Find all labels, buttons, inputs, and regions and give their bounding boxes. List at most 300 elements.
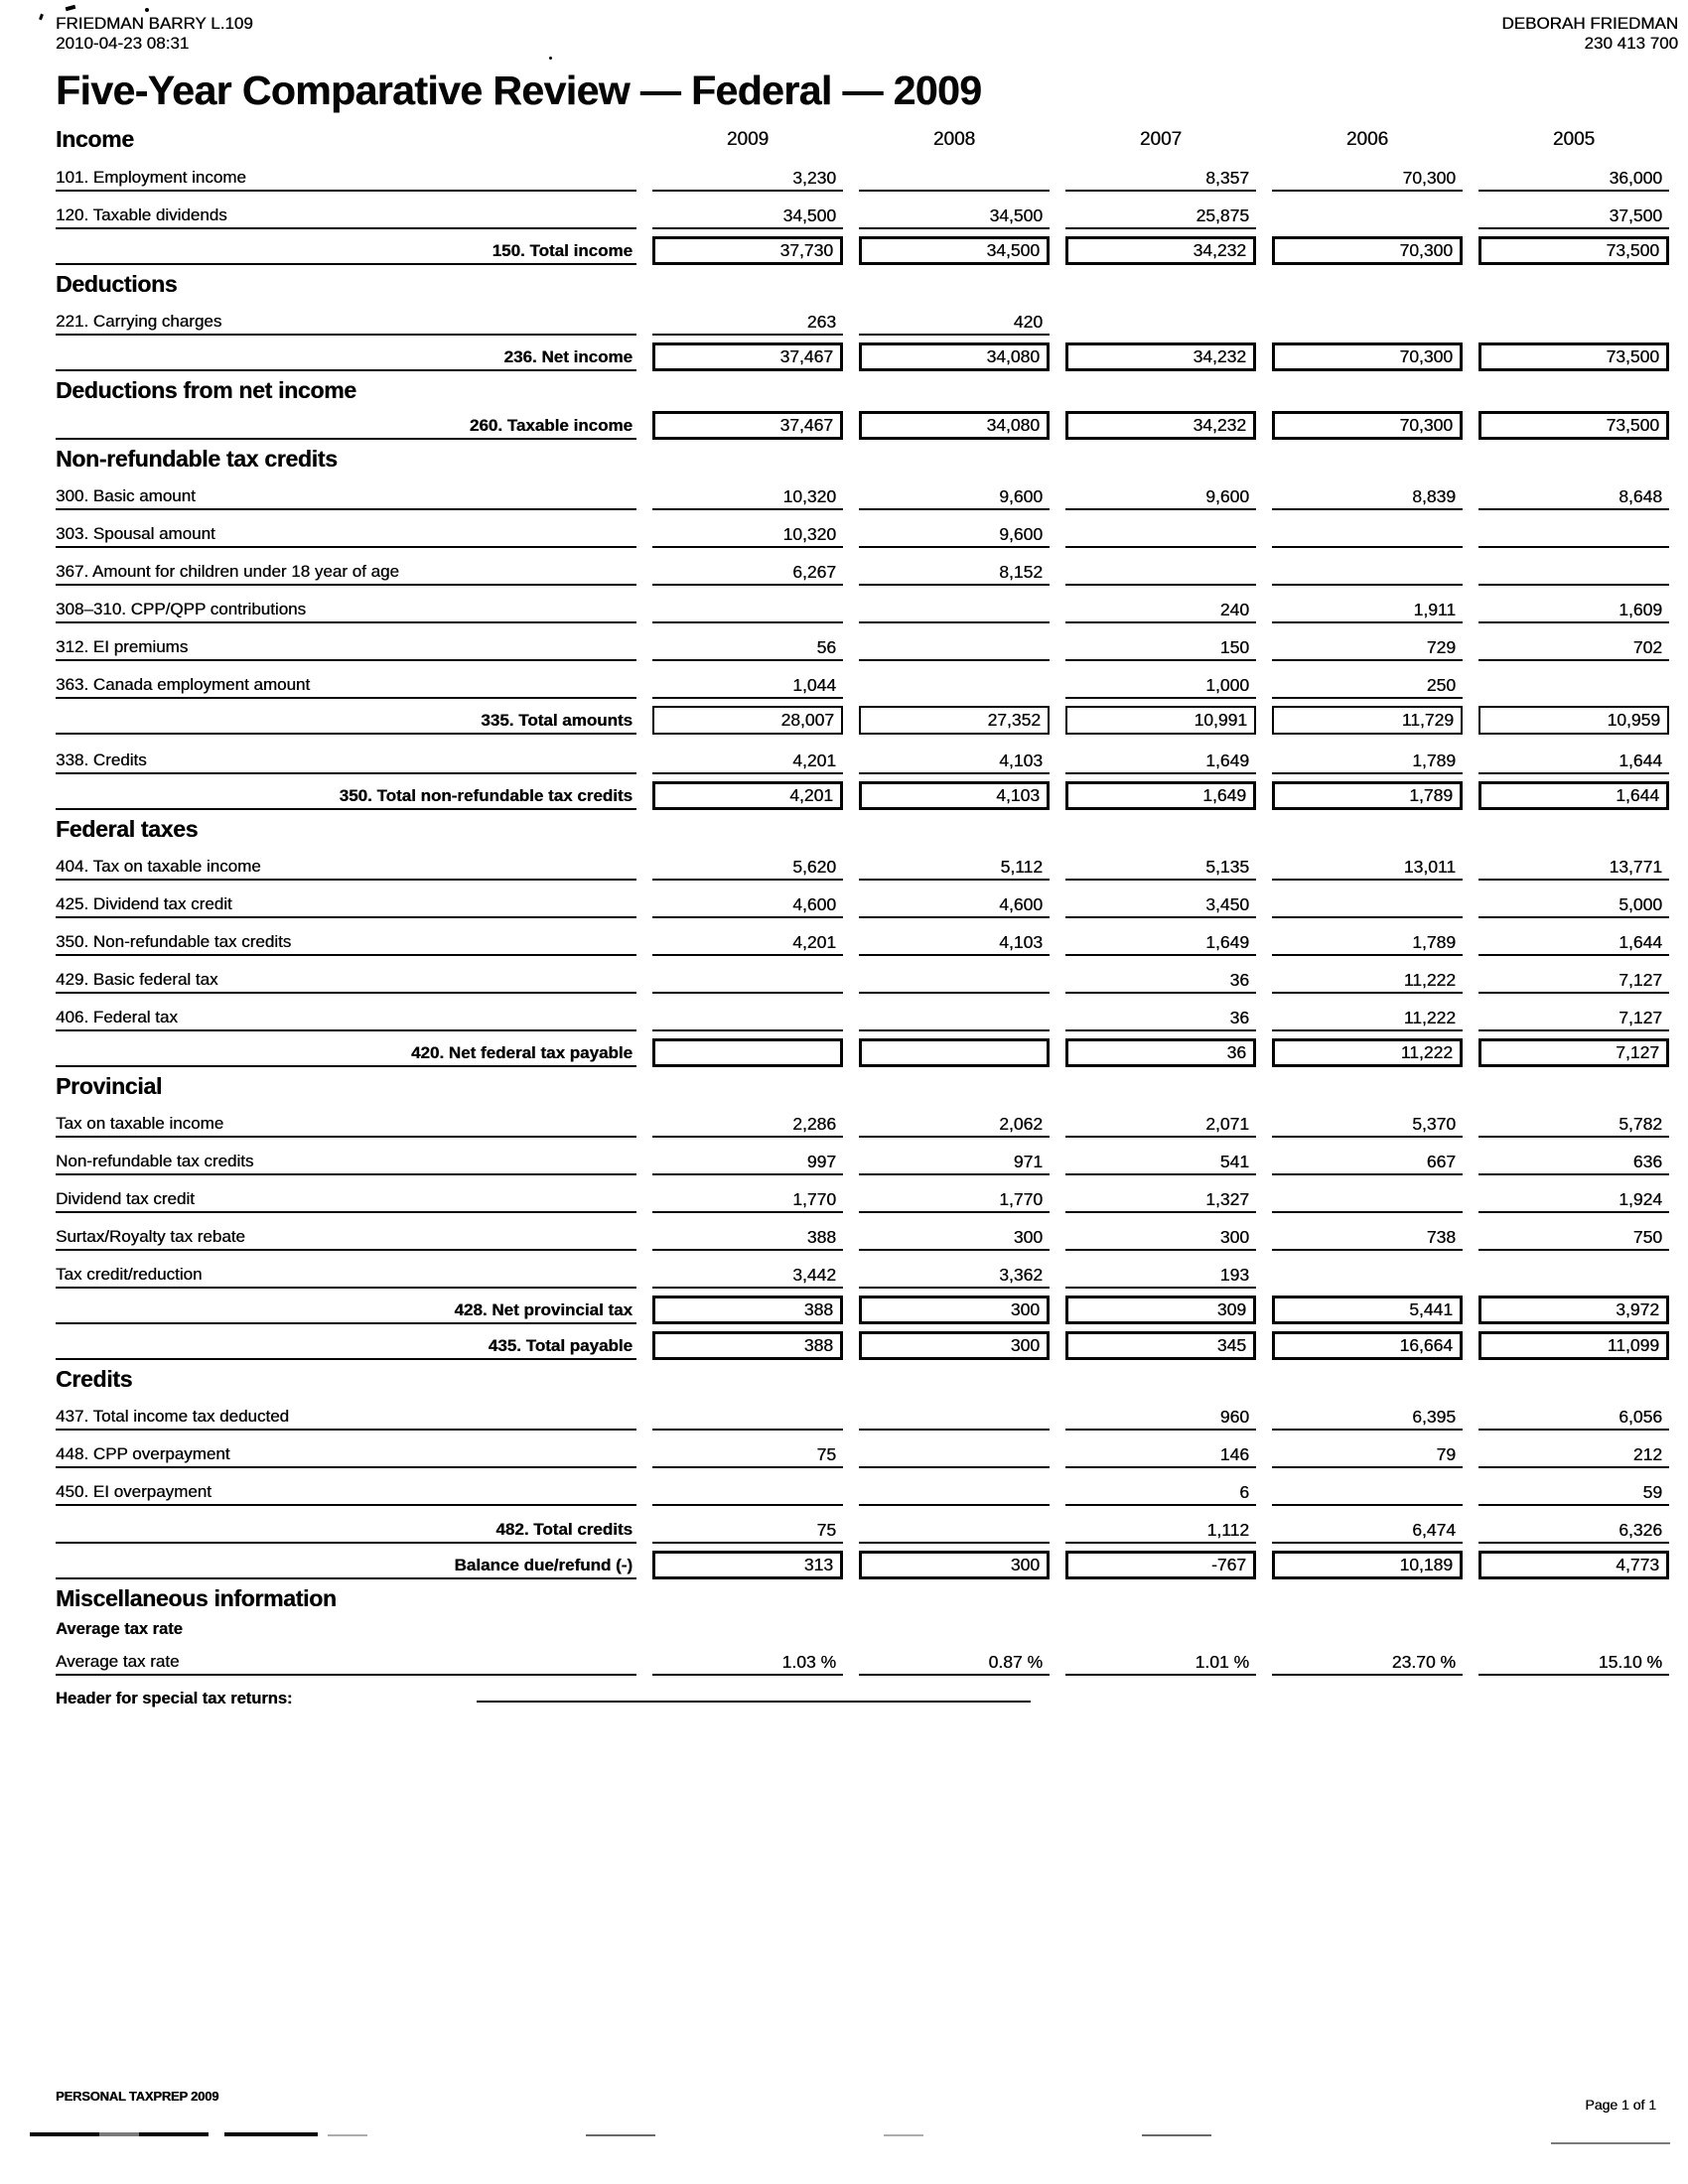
section-heading: Deductions from net income (56, 376, 356, 403)
value-2008: 9,600 (859, 524, 1050, 548)
row-label: 308–310. CPP/QPP contributions (56, 601, 636, 623)
value-box-cell (652, 1038, 843, 1067)
table-row (56, 231, 1669, 265)
value-2009: 997 (652, 1152, 843, 1175)
value-2008: 3,362 (859, 1265, 1050, 1289)
value-box-cell (1478, 236, 1669, 265)
value-box-cell (1478, 411, 1669, 440)
value-2009: 4,600 (652, 894, 843, 918)
section-heading-row (56, 1582, 1669, 1612)
row-label: 404. Tax on taxable income (56, 858, 636, 881)
value-2008 (859, 1463, 1050, 1468)
value-2007: 5,135 (1065, 857, 1256, 881)
value-2009 (652, 618, 843, 623)
value-box-cell (1478, 781, 1669, 810)
value-box-cell (652, 411, 843, 440)
table-row (56, 1326, 1669, 1360)
table-row (56, 1431, 1669, 1468)
boxed-value-2009: 313 (652, 1551, 843, 1579)
year-label: 2006 (1345, 129, 1389, 151)
row-label: 437. Total income tax deducted (56, 1408, 636, 1431)
value-2006: 6,474 (1272, 1520, 1463, 1544)
value-box-cell (1065, 1331, 1256, 1360)
scan-speck (145, 8, 149, 12)
boxed-value-2009: 28,007 (652, 706, 843, 735)
value-2007: 2,071 (1065, 1114, 1256, 1138)
footer-page-number: Page 1 of 1 (1585, 2097, 1656, 2113)
boxed-value-2006: 70,300 (1272, 236, 1463, 265)
value-2005: 7,127 (1478, 970, 1669, 994)
row-label: Non-refundable tax credits (56, 1153, 636, 1175)
boxed-value-2009: 4,201 (652, 781, 843, 810)
boxed-value-2005: 73,500 (1478, 411, 1669, 440)
value-2005 (1478, 333, 1669, 336)
row-label: Average tax rate (56, 1653, 636, 1676)
value-box-cell (652, 342, 843, 371)
row-label: Dividend tax credit (56, 1190, 636, 1213)
table-row (56, 1033, 1669, 1067)
value-2006: 11,222 (1272, 970, 1463, 994)
value-2008: 420 (859, 312, 1050, 336)
value-box-cell (859, 236, 1050, 265)
value-2007 (1065, 581, 1256, 586)
value-2007: 9,600 (1065, 486, 1256, 510)
value-2006: 23.70 % (1272, 1652, 1463, 1676)
boxed-value-2008: 300 (859, 1296, 1050, 1324)
row-label: Tax on taxable income (56, 1115, 636, 1138)
row-label: 428. Net provincial tax (56, 1301, 636, 1324)
value-2007: 6 (1065, 1482, 1256, 1506)
value-2008: 4,103 (859, 751, 1050, 774)
scan-artifact (1551, 2142, 1670, 2144)
table-row (56, 623, 1669, 661)
boxed-value-2009: 37,467 (652, 342, 843, 371)
value-box-cell (1272, 1551, 1463, 1579)
value-2009: 56 (652, 637, 843, 661)
value-box-cell (1065, 1551, 1256, 1579)
value-box-cell (859, 781, 1050, 810)
boxed-value-2009: 37,467 (652, 411, 843, 440)
table-row (56, 1506, 1669, 1544)
value-2009: 10,320 (652, 524, 843, 548)
value-box-cell (1065, 342, 1256, 371)
boxed-value-2006: 10,189 (1272, 1551, 1463, 1579)
scan-artifact (30, 2132, 318, 2136)
boxed-value-2007: 36 (1065, 1038, 1256, 1067)
value-2007: 3,450 (1065, 894, 1256, 918)
boxed-value-2008: 34,080 (859, 342, 1050, 371)
boxed-value-2005: 73,500 (1478, 236, 1669, 265)
value-2005 (1478, 581, 1669, 586)
boxed-value-2007: 309 (1065, 1296, 1256, 1324)
table-row (56, 1213, 1669, 1251)
special-row (56, 1676, 1669, 1709)
value-box-cell (859, 411, 1050, 440)
value-2009 (652, 1426, 843, 1431)
value-2006: 738 (1272, 1227, 1463, 1251)
value-2006: 79 (1272, 1444, 1463, 1468)
table-row (56, 661, 1669, 699)
row-label: 120. Taxable dividends (56, 206, 636, 229)
row-label: 260. Taxable income (56, 417, 636, 440)
value-2005 (1478, 696, 1669, 699)
table-row (56, 548, 1669, 586)
row-label: 300. Basic amount (56, 487, 636, 510)
section-heading: Income (56, 126, 134, 153)
value-2008 (859, 696, 1050, 699)
boxed-value-2008: 34,500 (859, 236, 1050, 265)
value-box-cell (652, 781, 843, 810)
client-id: 230 413 700 (1584, 34, 1678, 53)
row-label: 335. Total amounts (56, 712, 636, 735)
value-box-cell (652, 1296, 843, 1324)
subheading-label: Average tax rate (56, 1619, 183, 1638)
value-2006 (1272, 581, 1463, 586)
value-box-cell (652, 706, 843, 735)
value-2005: 6,326 (1478, 1520, 1669, 1544)
value-2007: 541 (1065, 1152, 1256, 1175)
table-row (56, 1291, 1669, 1324)
boxed-value-2007: 345 (1065, 1331, 1256, 1360)
table-row (56, 154, 1669, 192)
value-box-cell (652, 1331, 843, 1360)
value-2008: 300 (859, 1227, 1050, 1251)
boxed-value-2006: 1,789 (1272, 781, 1463, 810)
value-2009: 263 (652, 312, 843, 336)
table-row (56, 843, 1669, 881)
value-box-cell (1065, 1296, 1256, 1324)
row-label: 450. EI overpayment (56, 1483, 636, 1506)
value-2005: 36,000 (1478, 168, 1669, 192)
comparative-table (56, 118, 1669, 1709)
boxed-value-2008: 300 (859, 1551, 1050, 1579)
value-2008: 971 (859, 1152, 1050, 1175)
boxed-value-2009: 37,730 (652, 236, 843, 265)
value-box-cell (1478, 1038, 1669, 1067)
section-heading: Non-refundable tax credits (56, 445, 338, 472)
table-row (56, 1638, 1669, 1676)
value-box-cell (1272, 1296, 1463, 1324)
row-label: 435. Total payable (56, 1337, 636, 1360)
row-label: 338. Credits (56, 751, 636, 774)
value-2007 (1065, 333, 1256, 336)
table-row (56, 586, 1669, 623)
boxed-value-2009 (652, 1038, 843, 1067)
value-box-cell (652, 236, 843, 265)
value-2008 (859, 1539, 1050, 1544)
value-2008: 34,500 (859, 205, 1050, 229)
boxed-value-2006: 11,729 (1272, 706, 1463, 735)
value-2008 (859, 1426, 1050, 1431)
client-block (1501, 14, 1678, 54)
value-2007: 8,357 (1065, 168, 1256, 192)
value-2006 (1272, 1286, 1463, 1289)
section-heading-row (56, 1363, 1669, 1393)
section-heading-row (56, 1070, 1669, 1100)
value-2005: 37,500 (1478, 205, 1669, 229)
value-2007: 1,649 (1065, 751, 1256, 774)
row-label: 363. Canada employment amount (56, 676, 636, 699)
value-2005: 1,609 (1478, 600, 1669, 623)
section-heading-row (56, 443, 1669, 473)
value-box-cell (1478, 1296, 1669, 1324)
value-2008: 8,152 (859, 562, 1050, 586)
boxed-value-2008: 27,352 (859, 706, 1050, 735)
value-2006 (1272, 1208, 1463, 1213)
value-2006: 1,789 (1272, 932, 1463, 956)
value-box-cell (1272, 411, 1463, 440)
value-box-cell (1065, 236, 1256, 265)
value-2008 (859, 618, 1050, 623)
row-label: 101. Employment income (56, 169, 636, 192)
table-row (56, 881, 1669, 918)
value-2006: 667 (1272, 1152, 1463, 1175)
value-2009: 2,286 (652, 1114, 843, 1138)
value-2008: 5,112 (859, 857, 1050, 881)
value-2005 (1478, 543, 1669, 548)
value-2008: 4,103 (859, 932, 1050, 956)
value-2007: 300 (1065, 1227, 1256, 1251)
value-2005: 1,644 (1478, 751, 1669, 774)
value-2008 (859, 989, 1050, 994)
value-box-cell (859, 342, 1050, 371)
value-2008: 1,770 (859, 1189, 1050, 1213)
value-2006: 11,222 (1272, 1008, 1463, 1031)
value-2006 (1272, 543, 1463, 548)
value-2009: 4,201 (652, 751, 843, 774)
value-2009: 34,500 (652, 205, 843, 229)
table-row (56, 956, 1669, 994)
value-2007: 1,327 (1065, 1189, 1256, 1213)
fill-in-line (477, 1701, 1031, 1703)
year-label: 2005 (1552, 129, 1596, 151)
boxed-value-2007: 10,991 (1065, 706, 1256, 735)
table-row (56, 1468, 1669, 1506)
value-2006: 250 (1272, 675, 1463, 699)
value-2007: 240 (1065, 600, 1256, 623)
value-box-cell (1272, 1038, 1463, 1067)
value-2005: 7,127 (1478, 1008, 1669, 1031)
value-2007: 1,112 (1065, 1520, 1256, 1544)
value-2005: 8,648 (1478, 486, 1669, 510)
value-2005: 15.10 % (1478, 1652, 1669, 1676)
boxed-value-2007: 34,232 (1065, 342, 1256, 371)
value-2009: 5,620 (652, 857, 843, 881)
value-2007 (1065, 543, 1256, 548)
boxed-value-2009: 388 (652, 1296, 843, 1324)
boxed-value-2007: -767 (1065, 1551, 1256, 1579)
table-row (56, 510, 1669, 548)
table-row (56, 737, 1669, 774)
special-label: Header for special tax returns: (56, 1689, 293, 1707)
section-heading: Miscellaneous information (56, 1584, 337, 1611)
footer-app-name: PERSONAL TAXPREP 2009 (56, 2089, 219, 2104)
value-2008: 2,062 (859, 1114, 1050, 1138)
value-2008 (859, 187, 1050, 192)
table-row (56, 1393, 1669, 1431)
value-2009: 1.03 % (652, 1652, 843, 1676)
boxed-value-2005: 11,099 (1478, 1331, 1669, 1360)
boxed-value-2006: 70,300 (1272, 411, 1463, 440)
value-2008: 9,600 (859, 486, 1050, 510)
row-label: Surtax/Royalty tax rebate (56, 1228, 636, 1251)
value-2007: 36 (1065, 1008, 1256, 1031)
row-label: 420. Net federal tax payable (56, 1044, 636, 1067)
value-2009: 3,442 (652, 1265, 843, 1289)
row-label: 429. Basic federal tax (56, 971, 636, 994)
section-heading: Provincial (56, 1072, 162, 1099)
boxed-value-2006: 11,222 (1272, 1038, 1463, 1067)
value-box-cell (1478, 706, 1669, 735)
value-2007: 960 (1065, 1407, 1256, 1431)
value-box-cell (859, 1551, 1050, 1579)
value-box-cell (1065, 1038, 1256, 1067)
value-2007: 25,875 (1065, 205, 1256, 229)
value-2006 (1272, 333, 1463, 336)
value-2005: 13,771 (1478, 857, 1669, 881)
value-box-cell (859, 1331, 1050, 1360)
value-2005: 59 (1478, 1482, 1669, 1506)
value-box-cell (652, 1551, 843, 1579)
section-heading: Credits (56, 1365, 133, 1392)
value-box-cell (1478, 1551, 1669, 1579)
boxed-value-2005: 73,500 (1478, 342, 1669, 371)
boxed-value-2007: 34,232 (1065, 236, 1256, 265)
boxed-value-2007: 1,649 (1065, 781, 1256, 810)
table-row (56, 1175, 1669, 1213)
boxed-value-2009: 388 (652, 1331, 843, 1360)
value-2006 (1272, 913, 1463, 918)
value-2008 (859, 656, 1050, 661)
boxed-value-2005: 3,972 (1478, 1296, 1669, 1324)
value-2005: 6,056 (1478, 1407, 1669, 1431)
value-2009: 4,201 (652, 932, 843, 956)
value-2006 (1272, 1501, 1463, 1506)
value-box-cell (1272, 706, 1463, 735)
value-2005: 5,000 (1478, 894, 1669, 918)
row-label: 221. Carrying charges (56, 313, 636, 336)
boxed-value-2008 (859, 1038, 1050, 1067)
table-row (56, 776, 1669, 810)
value-2009: 1,044 (652, 675, 843, 699)
row-label: 303. Spousal amount (56, 525, 636, 548)
value-2006: 5,370 (1272, 1114, 1463, 1138)
subheading-row (56, 1612, 1669, 1638)
value-box-cell (1272, 781, 1463, 810)
year-label: 2009 (726, 129, 770, 151)
year-header-row (56, 118, 1669, 154)
table-row (56, 918, 1669, 956)
row-label: 312. EI premiums (56, 638, 636, 661)
value-2005: 1,644 (1478, 932, 1669, 956)
section-heading: Federal taxes (56, 815, 199, 842)
value-2006: 8,839 (1272, 486, 1463, 510)
table-row (56, 192, 1669, 229)
value-box-cell (1065, 706, 1256, 735)
value-2008: 0.87 % (859, 1652, 1050, 1676)
page-header (0, 0, 1688, 54)
row-label: 350. Non-refundable tax credits (56, 933, 636, 956)
boxed-value-2008: 4,103 (859, 781, 1050, 810)
print-datetime: 2010-04-23 08:31 (56, 34, 190, 53)
value-2007: 193 (1065, 1265, 1256, 1289)
scan-speck (549, 57, 552, 60)
value-2006: 1,789 (1272, 751, 1463, 774)
section-heading: Deductions (56, 270, 178, 297)
value-2005: 1,924 (1478, 1189, 1669, 1213)
table-row (56, 298, 1669, 336)
section-heading-row (56, 374, 1669, 404)
boxed-value-2006: 70,300 (1272, 342, 1463, 371)
boxed-value-2005: 1,644 (1478, 781, 1669, 810)
table-row (56, 701, 1669, 735)
value-2007: 1,000 (1065, 675, 1256, 699)
value-2007: 36 (1065, 970, 1256, 994)
value-box-cell (859, 1296, 1050, 1324)
value-box-cell (1065, 411, 1256, 440)
value-2005: 636 (1478, 1152, 1669, 1175)
value-2009: 1,770 (652, 1189, 843, 1213)
boxed-value-2008: 34,080 (859, 411, 1050, 440)
value-2009 (652, 1501, 843, 1506)
value-2007: 146 (1065, 1444, 1256, 1468)
row-label: Balance due/refund (-) (56, 1557, 636, 1579)
row-label: 367. Amount for children under 18 year of age (56, 563, 636, 586)
boxed-value-2006: 16,664 (1272, 1331, 1463, 1360)
value-2006: 13,011 (1272, 857, 1463, 881)
value-2009 (652, 989, 843, 994)
section-heading-row (56, 813, 1669, 843)
boxed-value-2008: 300 (859, 1331, 1050, 1360)
preparer-block (56, 14, 253, 54)
value-box-cell (1478, 342, 1669, 371)
value-2007: 150 (1065, 637, 1256, 661)
value-2009: 75 (652, 1520, 843, 1544)
value-2007: 1,649 (1065, 932, 1256, 956)
value-2008 (859, 1026, 1050, 1031)
table-row (56, 1546, 1669, 1579)
table-row (56, 994, 1669, 1031)
value-2005: 212 (1478, 1444, 1669, 1468)
value-2005: 702 (1478, 637, 1669, 661)
value-2006: 70,300 (1272, 168, 1463, 192)
value-2005: 5,782 (1478, 1114, 1669, 1138)
value-2007: 1.01 % (1065, 1652, 1256, 1676)
value-2009: 388 (652, 1227, 843, 1251)
section-heading-row (56, 268, 1669, 298)
client-name: DEBORAH FRIEDMAN (1501, 14, 1678, 33)
value-box-cell (859, 706, 1050, 735)
value-2005: 750 (1478, 1227, 1669, 1251)
table-row (56, 338, 1669, 371)
scan-artifact (328, 2134, 1420, 2136)
value-2009 (652, 1026, 843, 1031)
year-label: 2008 (932, 129, 976, 151)
value-2006: 1,911 (1272, 600, 1463, 623)
boxed-value-2005: 4,773 (1478, 1551, 1669, 1579)
row-label: Tax credit/reduction (56, 1266, 636, 1289)
row-label: 482. Total credits (56, 1521, 636, 1544)
value-2009: 10,320 (652, 486, 843, 510)
boxed-value-2007: 34,232 (1065, 411, 1256, 440)
row-label: 406. Federal tax (56, 1009, 636, 1031)
table-row (56, 1138, 1669, 1175)
boxed-value-2005: 10,959 (1478, 706, 1669, 735)
page-title: Five-Year Comparative Review — Federal — 2009 (56, 68, 982, 113)
row-label: 150. Total income (56, 242, 636, 265)
value-2009: 3,230 (652, 168, 843, 192)
table-row (56, 406, 1669, 440)
